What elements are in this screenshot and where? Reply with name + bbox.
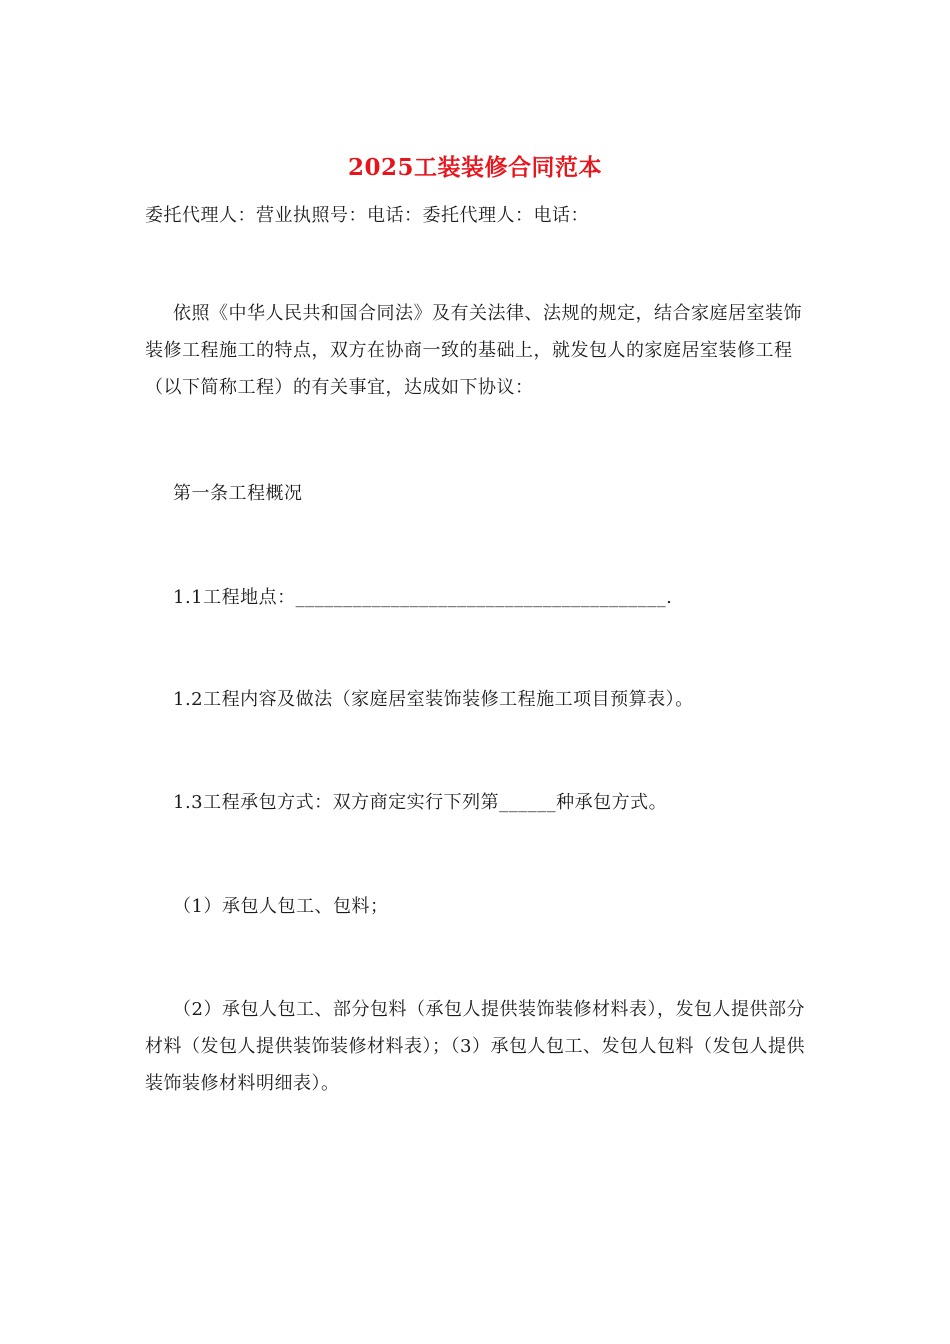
header-line: 委托代理人：营业执照号：电话：委托代理人：电话： [145, 205, 589, 226]
option-2-3-paragraph: （2）承包人包工、部分包料（承包人提供装饰装修材料表），发包人提供部分材料（发包人提供装饰装修材料表）；（3）承包人包工、发包人包料（发包人提供装饰装修材料明细表）。 [145, 999, 805, 1094]
clause-1-3: 1.3工程承包方式：双方商定实行下列第______种承包方式。 [173, 792, 668, 813]
clause-1-2: 1.2工程内容及做法（家庭居室装饰装修工程施工项目预算表）。 [173, 689, 694, 710]
article-1-heading: 第一条工程概况 [173, 483, 303, 504]
option-1: （1）承包人包工、包料； [173, 896, 389, 917]
preamble-paragraph: 依照《中华人民共和国合同法》及有关法律、法规的规定，结合家庭居室装饰装修工程施工的特点，双方在协商一致的基础上，就发包人的家庭居室装修工程（以下简称工程）的有关事宜，达成如下协议： [145, 303, 802, 398]
clause-1-1: 1.1工程地点：_______________________________________. [173, 587, 673, 608]
document-title: 2025工装装修合同范本 [347, 154, 602, 181]
